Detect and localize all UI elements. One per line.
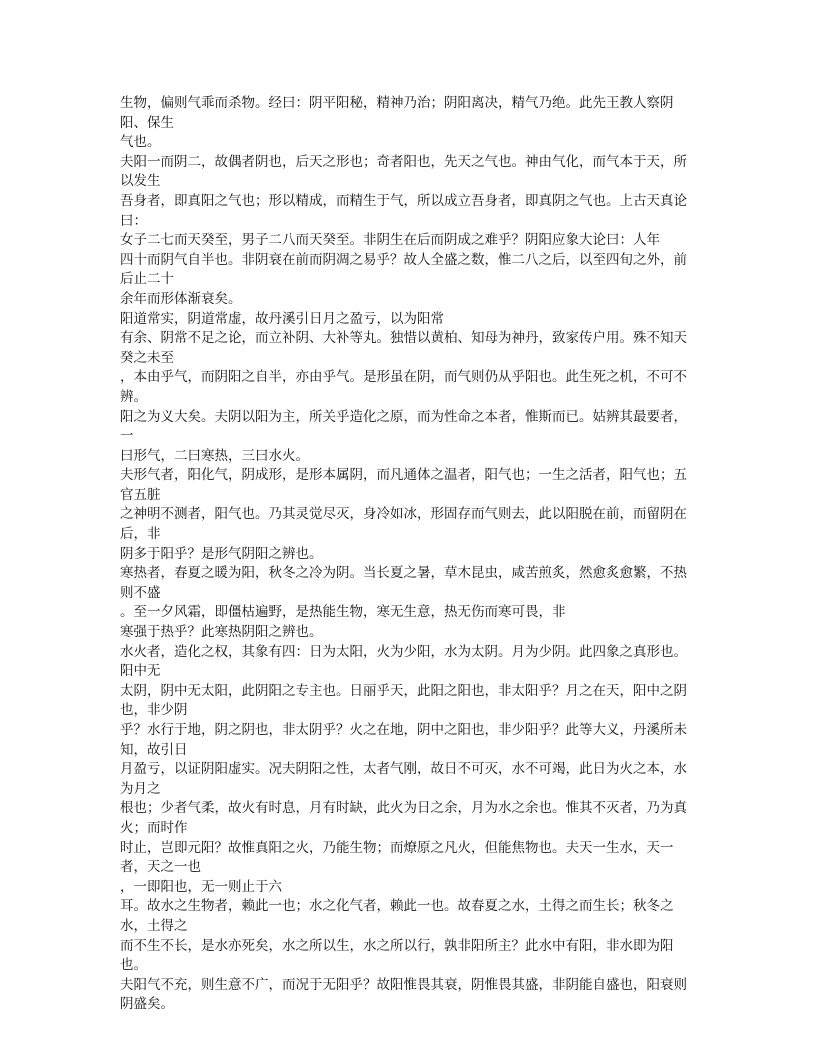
- text-line: 阳之为义大矣。夫阴以阳为主，所关乎造化之原，而为性命之本者，惟斯而已。姑辨其最要者，一: [120, 408, 687, 445]
- text-line: 。至一夕风霜，即僵枯遍野，是热能生物，寒无生意，热无伤而寒可畏，非: [120, 604, 566, 621]
- text-line: 月盈亏，以证阴阳虚实。况夫阴阳之性，太者气刚，故日不可灭，水不可竭，此日为火之本，水为月之: [120, 761, 687, 797]
- text-line: 夫阳一而阴二，故偶者阴也，后天之形也；奇者阳也，先天之气也。神由气化，而气本于天，所以发生: [120, 153, 687, 190]
- text-line: 耳。故水之生物者，赖此一也；水之化气者，赖此一也。故春夏之水，土得之而生长；秋冬之水，土得之: [120, 898, 674, 934]
- text-line: 夫形气者，阳化气，阴成形，是形本属阴，而凡通体之温者，阳气也；一生之活者，阳气也；五官五脏: [120, 467, 687, 503]
- text-line: ，一即阳也，无一则止于六: [120, 878, 282, 895]
- text-line: 夫阳气不充，则生意不广，而况于无阳乎？故阳惟畏其衰，阴惟畏其盛，非阴能自盛也，阳衰则阴盛矣。: [120, 976, 687, 1013]
- text-line: 气也。: [120, 134, 161, 151]
- text-line: 根也；少者气柔，故火有时息，月有时缺，此火为日之余，月为水之余也。惟其不灭者，乃为真火；而时作: [120, 800, 687, 836]
- text-line: 阴多于阳乎？是形气阴阳之辨也。: [120, 545, 323, 562]
- text-line: 有余、阴常不足之论，而立补阴、大补等丸。独惜以黄柏、知母为神丹，致家传户用。殊不知天癸之未至: [120, 330, 687, 366]
- text-line: 太阴，阴中无太阳，此阴阳之专主也。日丽乎天，此阳之阳也，非太阳乎？月之在天，阳中之阴也，非少阴: [120, 682, 687, 719]
- text-line: 阳道常实，阴道常虚，故丹溪引日月之盈亏，以为阳常: [120, 310, 444, 327]
- text-line: 寒强于热乎？此寒热阴阳之辨也。: [120, 624, 323, 641]
- text-line: 生物，偏则气乖而杀物。经曰：阴平阳秘，精神乃治；阴阳离决，精气乃绝。此先王教人察阴阳、保生: [120, 95, 674, 131]
- text-line: 时止，岂即元阳？故惟真阳之火，乃能生物；而燎原之凡火，但能焦物也。夫天一生水，天一者，天之一也: [120, 839, 674, 876]
- text-line: 余年而形体渐衰矣。: [120, 290, 242, 307]
- text-line: 曰形气，二曰寒热，三曰水火。: [120, 447, 309, 464]
- text-line: 寒热者，春夏之暖为阳，秋冬之冷为阴。当长夏之暑，草木昆虫，咸苦煎炙，然愈炙愈繁，不热则不盛: [120, 565, 687, 601]
- text-line: 之神明不测者，阳气也。乃其灵觉尽灭，身冷如冰，形固存而气则去，此以阳脱在前，而留阴在后，非: [120, 506, 687, 543]
- text-line: 吾身者，即真阳之气也；形以精成，而精生于气，所以成立吾身者，即真阴之气也。上古天真论曰：: [120, 192, 687, 229]
- text-line: 水火者，造化之权，其象有四：日为太阳，火为少阳，水为太阴。月为少阴。此四象之真形也。阳中无: [120, 643, 687, 680]
- text-line: ，本由乎气，而阴阳之自半，亦由乎气。是形虽在阴，而气则仍从乎阳也。此生死之机，不可不辨。: [120, 369, 687, 405]
- text-line: 乎？水行于地，阴之阴也，非太阴乎？火之在地，阴中之阳也，非少阳乎？此等大义，丹溪所未知，故引日: [120, 722, 687, 758]
- document-body: [120, 94, 700, 1015]
- text-line: 四十而阴气自半也。非阴衰在前而阴凋之易乎？故人全盛之数，惟二八之后，以至四旬之外，前后止二十: [120, 251, 687, 288]
- text-line: 女子二七而天癸至，男子二八而天癸至。非阴生在后而阴成之难乎？阴阳应象大论曰：人年: [120, 232, 660, 249]
- text-line: 而不生不长，是水亦死矣，水之所以生，水之所以行，孰非阳所主？此水中有阳，非水即为阳也。: [120, 937, 674, 974]
